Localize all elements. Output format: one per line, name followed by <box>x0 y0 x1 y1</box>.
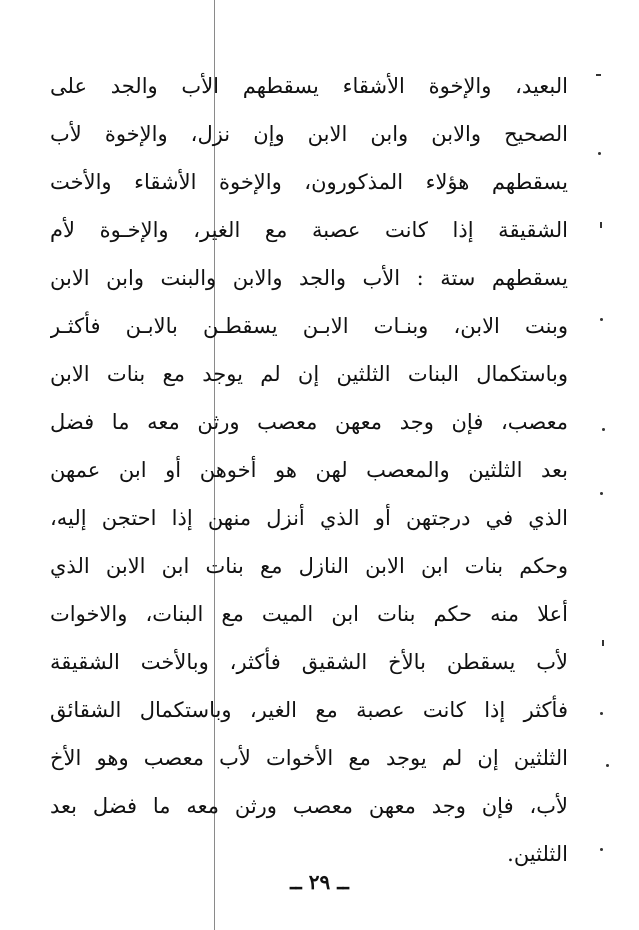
margin-mark <box>598 152 601 155</box>
text-line: بعد الثلثين والمعصب لهن هو أخوهن أو ابن عمهن <box>50 458 568 482</box>
margin-mark <box>600 318 603 321</box>
text-line: وحكم بنات ابن الابن النازل مع بنات ابن الابن الذي <box>50 554 568 578</box>
text-line: يسقطهم ستة : الأب والجد والابن والبنت وابن الابن <box>50 266 568 290</box>
text-line: الصحيح والابن وابن الابن وإن نزل، والإخوة لأب <box>50 122 568 146</box>
text-line: فأكثر إذا كانت عصبة مع الغير، وباستكمال الشقائق <box>50 698 568 722</box>
margin-mark <box>596 74 601 76</box>
margin-mark <box>602 640 604 646</box>
text-line: الثلثين إن لم يوجد مع الأخوات لأب معصب وهو الأخ <box>50 746 568 770</box>
text-line: وباستكمال البنات الثلثين إن لم يوجد مع بنات الابن <box>50 362 568 386</box>
text-line: أعلا منه حكم بنات ابن الميت مع البنات، والاخوات <box>50 602 568 626</box>
text-line: لأب، فإن وجد معهن معصب ورثن معه ما فضل بعد <box>50 794 568 818</box>
margin-mark <box>600 848 603 851</box>
text-line: يسقطهم هؤلاء المذكورون، والإخوة الأشقاء والأخت <box>50 170 568 194</box>
text-line: الذي في درجتهن أو الذي أنزل منهن إذا احتجن إليه، <box>50 506 568 530</box>
margin-mark <box>600 492 603 495</box>
text-line: البعيد، والإخوة الأشقاء يسقطهم الأب والجد على <box>50 74 568 98</box>
text-line: الثلثين. <box>507 842 568 866</box>
margin-mark <box>600 712 603 715</box>
page-number: ــ ٢٩ ــ <box>290 870 349 894</box>
margin-mark <box>602 428 605 431</box>
margin-mark <box>600 222 602 228</box>
text-line: معصب، فإن وجد معهن معصب ورثن معه ما فضل <box>50 410 568 434</box>
body-text <box>50 62 568 878</box>
text-line: الشقيقة إذا كانت عصبة مع الغير، والإخـوة لأم <box>50 218 568 242</box>
text-line: لأب يسقطن بالأخ الشقيق فأكثر، وبالأخت الشقيقة <box>50 650 568 674</box>
margin-mark <box>606 764 609 767</box>
text-line: وبنت الابن، وبنـات الابـن يسقطـن بالابـن فأكثـر <box>50 314 568 338</box>
